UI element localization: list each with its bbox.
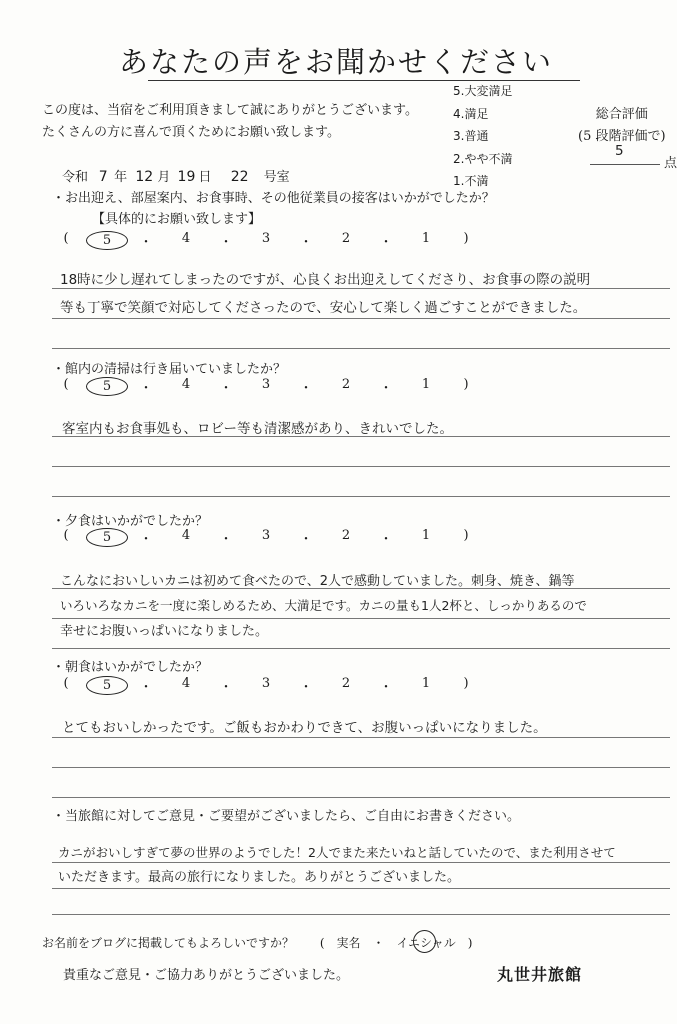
answer-line — [52, 914, 670, 915]
rating-option-2[interactable]: 2 — [341, 676, 351, 691]
rating-dot: ・ — [299, 235, 313, 250]
rating-dot: ・ — [219, 680, 233, 695]
month-value[interactable]: 12 — [135, 169, 154, 185]
rating-close: ) — [463, 377, 469, 392]
question-1-note: 【具体的にお願い致します】 — [92, 212, 262, 227]
answer-2-line-1[interactable]: 客室内もお食事処も、ロビー等も清潔感があり、きれいでした。 — [62, 421, 453, 437]
answer-line — [52, 737, 670, 738]
rating-option-3[interactable]: 3 — [261, 231, 271, 246]
question-5: ・当旅館に対してご意見・ご要望がございましたら、ご自由にお書きください。 — [52, 809, 521, 824]
overall-rating — [578, 104, 666, 148]
overall-score-line — [590, 164, 660, 165]
rating-dot: ・ — [139, 680, 153, 695]
rating-row-4[interactable] — [46, 676, 486, 695]
rating-row-2[interactable] — [46, 377, 486, 396]
overall-score[interactable]: 5 — [615, 143, 624, 159]
thanks-message: 貴重なご意見・ご協力ありがとうございました。 — [63, 968, 350, 983]
rating-option-4[interactable]: 4 — [181, 377, 191, 392]
answer-4-line-1[interactable]: とてもおいしかったです。ご飯もおかわりできて、お腹いっぱいになりました。 — [62, 720, 547, 736]
answer-line — [52, 496, 670, 497]
scale-4: 4.満足 — [453, 106, 489, 121]
page-title: あなたの声をお聞かせください — [118, 45, 553, 79]
question-2: ・館内の清掃は行き届いていましたか？ — [52, 362, 287, 377]
overall-unit: 点 — [664, 156, 677, 171]
rating-dot: ・ — [299, 532, 313, 547]
rating-option-2[interactable]: 2 — [341, 377, 351, 392]
rating-dot: ・ — [379, 680, 393, 695]
question-1: ・お出迎え、部屋案内、お食事時、その他従業員の接客はいかがでしたか？ — [52, 191, 495, 206]
rating-close: ) — [463, 676, 469, 691]
blog-consent — [42, 934, 473, 951]
rating-dot: ・ — [219, 381, 233, 396]
date-room-line — [62, 166, 290, 185]
rating-option-3[interactable]: 3 — [261, 528, 271, 543]
rating-row-3[interactable] — [46, 528, 486, 547]
answer-line — [52, 618, 670, 619]
answer-line — [52, 466, 670, 467]
rating-close: ) — [463, 528, 469, 543]
answer-line — [52, 648, 670, 649]
rating-close: ) — [463, 231, 469, 246]
rating-option-3[interactable]: 3 — [261, 377, 271, 392]
rating-option-1[interactable]: 1 — [421, 528, 431, 543]
rating-open: ( — [63, 377, 69, 392]
answer-line — [52, 862, 670, 863]
rating-option-5[interactable] — [86, 676, 126, 695]
question-4: ・朝食はいかがでしたか？ — [52, 660, 209, 675]
selected-circle: 5 — [86, 231, 128, 250]
answer-1-line-2[interactable]: 等も丁寧で笑顔で対応してくださったので、安心して楽しく過ごすことができました。 — [60, 300, 587, 316]
overall-label: 総合評価 — [595, 107, 648, 122]
answer-line — [52, 348, 670, 349]
answer-3-line-1[interactable]: こんなにおいしいカニは初めて食べたので、2人で感動していました。刺身、焼き、鍋等 — [60, 574, 575, 589]
answer-1-line-1[interactable]: 18時に少し遅れてしまったのですが、心良くお出迎えしてくださり、お食事の際の説明 — [60, 272, 591, 288]
rating-dot: ・ — [379, 235, 393, 250]
selected-circle: 5 — [86, 528, 128, 547]
rating-row-1[interactable] — [46, 231, 486, 250]
answer-line — [52, 797, 670, 798]
selected-circle: 5 — [86, 676, 128, 695]
day-value[interactable]: 19 — [177, 169, 196, 185]
rating-option-1[interactable]: 1 — [421, 231, 431, 246]
rating-option-4[interactable]: 4 — [181, 676, 191, 691]
initial-selected-circle — [413, 930, 436, 953]
answer-line — [52, 767, 670, 768]
scale-3: 3.普通 — [453, 129, 489, 143]
answer-line — [52, 318, 670, 319]
rating-option-1[interactable]: 1 — [421, 676, 431, 691]
rating-open: ( — [63, 676, 69, 691]
year-suffix: 年 — [114, 170, 128, 185]
answer-5-line-1[interactable]: カニがおいしすぎて夢の世界のようでした！2人でまた来たいねと話していたので、また利用させて — [58, 845, 616, 860]
scale-1: 1.不満 — [453, 174, 489, 188]
rating-dot: ・ — [139, 235, 153, 250]
month-suffix: 月 — [157, 170, 171, 185]
answer-3-line-3[interactable]: 幸せにお腹いっぱいになりました。 — [60, 624, 269, 639]
overall-sublabel: (5 段階評価で) — [578, 129, 666, 144]
rating-option-3[interactable]: 3 — [261, 676, 271, 691]
rating-scale-legend — [453, 80, 512, 193]
rating-dot: ・ — [379, 381, 393, 396]
blog-options[interactable]: ( 実名 ・ イニシャル ) — [319, 936, 473, 950]
rating-option-2[interactable]: 2 — [341, 231, 351, 246]
era: 令和 — [62, 170, 89, 185]
rating-option-5[interactable] — [86, 377, 126, 396]
rating-option-4[interactable]: 4 — [181, 231, 191, 246]
day-suffix: 日 — [198, 170, 212, 185]
rating-dot: ・ — [379, 532, 393, 547]
answer-line — [52, 288, 670, 289]
ryokan-name: 丸世井旅館 — [497, 965, 583, 984]
year-value[interactable]: 7 — [98, 169, 108, 185]
rating-option-1[interactable]: 1 — [421, 377, 431, 392]
intro-line-2: たくさんの方に喜んで頂くためにお願い致します。 — [42, 125, 340, 140]
rating-open: ( — [63, 231, 69, 246]
answer-5-line-2[interactable]: いただきます。最高の旅行になりました。ありがとうございました。 — [58, 870, 460, 885]
rating-dot: ・ — [219, 235, 233, 250]
selected-circle: 5 — [86, 377, 128, 396]
intro-line-1: この度は、当宿をご利用頂きまして誠にありがとうございます。 — [42, 103, 418, 118]
question-3: ・夕食はいかがでしたか？ — [52, 514, 209, 529]
title-underline — [148, 80, 580, 81]
scale-5: 5.大変満足 — [453, 84, 513, 98]
rating-option-5[interactable] — [86, 528, 126, 547]
intro-text — [42, 100, 418, 144]
rating-open: ( — [63, 528, 69, 543]
rating-dot: ・ — [299, 381, 313, 396]
blog-question: お名前をブログに掲載してもよろしいですか？ — [42, 936, 295, 950]
room-suffix: 号室 — [263, 170, 290, 185]
rating-dot: ・ — [219, 532, 233, 547]
answer-3-line-2[interactable]: いろいろなカニを一度に楽しめるため、大満足です。カニの量も1人2杯と、しっかりあるので — [60, 598, 587, 613]
rating-dot: ・ — [139, 381, 153, 396]
rating-option-2[interactable]: 2 — [341, 528, 351, 543]
room-value[interactable]: 22 — [230, 169, 249, 185]
rating-option-5[interactable] — [86, 231, 126, 250]
rating-dot: ・ — [139, 532, 153, 547]
scale-2: 2.やや不満 — [453, 151, 513, 166]
rating-option-4[interactable]: 4 — [181, 528, 191, 543]
rating-dot: ・ — [299, 680, 313, 695]
answer-line — [52, 888, 670, 889]
